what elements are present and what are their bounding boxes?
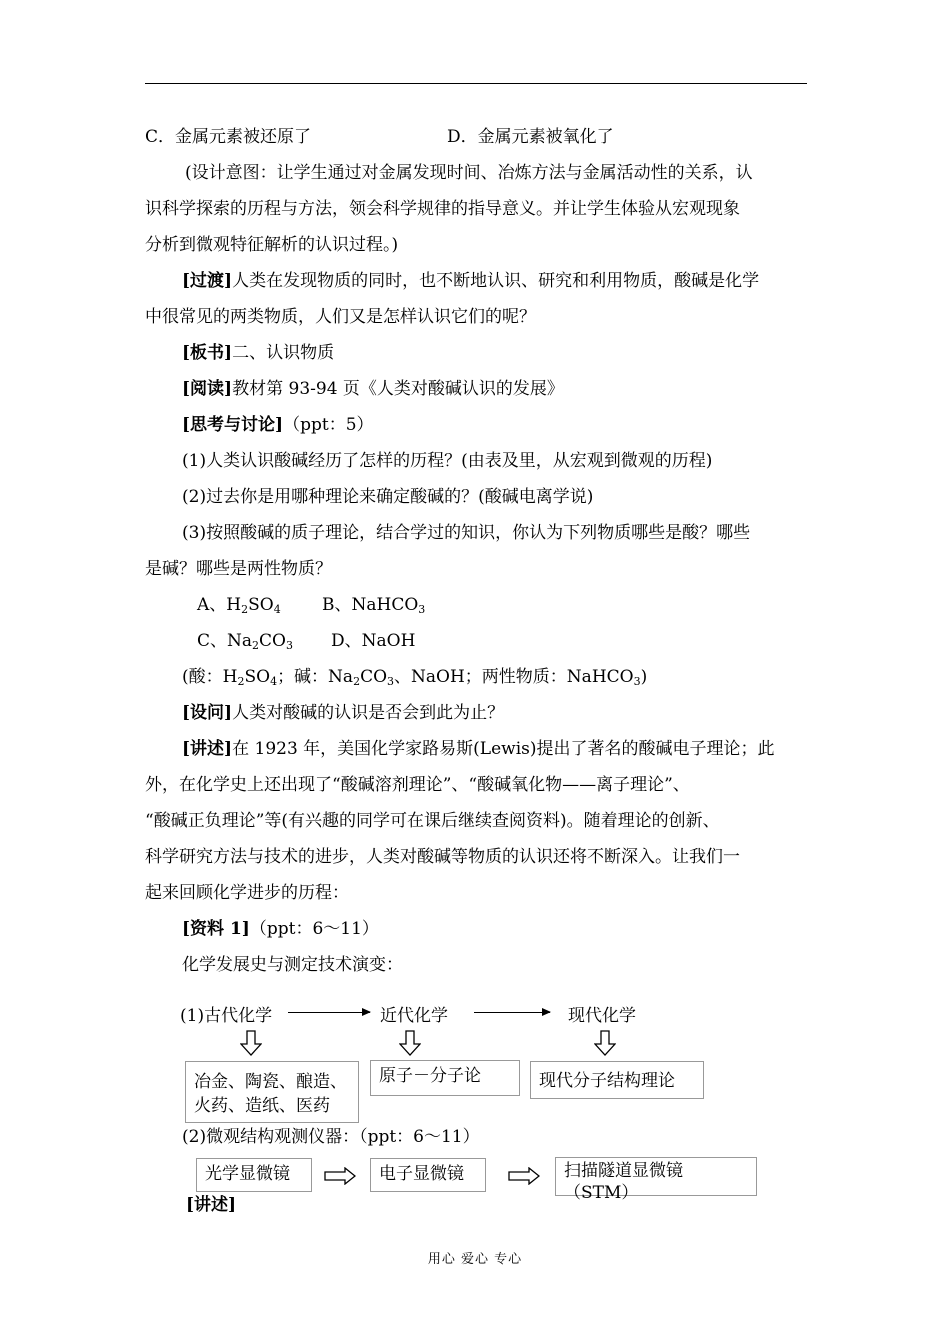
box-electron-microscope: 电子显微镜 xyxy=(370,1158,486,1192)
reading-text: 教材第 93-94 页《人类对酸碱认识的发展》 xyxy=(232,379,564,399)
design-line-1: (设计意图：让学生通过对金属发现时间、冶炼方法与金属活动性的关系，认 xyxy=(185,163,753,183)
box-ancient-crafts xyxy=(185,1061,359,1123)
transition-line-1 xyxy=(182,270,759,292)
choice-c: C、$Na_2CO_3$ xyxy=(197,631,293,652)
ask-tag: [设问] xyxy=(182,703,233,723)
choice-a: A、$H_2SO_4$ xyxy=(197,595,281,616)
design-line-3: 分析到微观特征解析的认识过程。) xyxy=(145,235,399,255)
material-text: （ppt：6～11） xyxy=(249,919,379,939)
board-text: 二、认识物质 xyxy=(232,343,335,363)
ask-line xyxy=(182,702,504,724)
box-stm: 扫描隧道显微镜（STM） xyxy=(555,1157,757,1196)
question-3-line-2: 是碱？哪些是两性物质？ xyxy=(145,559,332,579)
stage-ancient: (1)古代化学 xyxy=(180,1006,273,1026)
lecture-line-3: “酸碱正负理论”等(有兴趣的同学可在课后继续查阅资料)。随着理论的创新、 xyxy=(145,811,720,831)
lecture-line-5: 起来回顾化学进步的历程： xyxy=(145,883,349,903)
stage-modern: 现代化学 xyxy=(568,1006,636,1026)
transition-line-2: 中很常见的两类物质，人们又是怎样认识它们的呢？ xyxy=(145,307,536,327)
discuss-tag: [思考与讨论] xyxy=(182,415,284,435)
lecture-text-1: 在 1923 年，美国化学家路易斯(Lewis)提出了著名的酸碱电子理论；此 xyxy=(232,739,775,759)
hollow-down-arrow-icon xyxy=(399,1030,421,1056)
diagram2-title: (2)微观结构观测仪器：（ppt：6～11） xyxy=(182,1127,480,1147)
hollow-right-arrow-icon xyxy=(324,1167,356,1185)
discuss-line xyxy=(182,414,374,436)
box-ancient-line-2: 火药、造纸、医药 xyxy=(194,1096,330,1116)
arrow-right-icon xyxy=(288,1012,370,1013)
board-tag: [板书] xyxy=(182,343,233,363)
lecture-line-4: 科学研究方法与技术的进步，人类对酸碱等物质的认识还将不断深入。让我们一 xyxy=(145,847,740,867)
option-d: D．金属元素被氧化了 xyxy=(447,127,614,147)
choice-b: B、NaHCO$_3$ xyxy=(322,595,426,616)
lecture-line-2: 外，在化学史上还出现了“酸碱溶剂理论”、“酸碱氧化物——离子理论”、 xyxy=(145,775,690,795)
box-optical-microscope: 光学显微镜 xyxy=(196,1158,312,1192)
question-3-line-1: (3)按照酸碱的质子理论，结合学过的知识，你认为下列物质哪些是酸？哪些 xyxy=(182,523,751,543)
hollow-down-arrow-icon xyxy=(240,1030,262,1056)
lecture-tag: [讲述] xyxy=(182,739,233,759)
hollow-right-arrow-icon xyxy=(508,1167,540,1185)
option-c: C．金属元素被还原了 xyxy=(145,127,312,147)
header-rule xyxy=(145,83,807,84)
lecture-line-1 xyxy=(182,738,775,760)
arrow-right-icon xyxy=(474,1012,550,1013)
question-2: (2)过去你是用哪种理论来确定酸碱的？(酸碱电离学说) xyxy=(182,487,594,507)
design-line-2: 识科学探索的历程与方法，领会科学规律的指导意义。并让学生体验从宏观现象 xyxy=(145,199,740,219)
reading-tag: [阅读] xyxy=(182,379,233,399)
box-ancient-line-1: 冶金、陶瓷、酿造、 xyxy=(194,1072,347,1092)
reading-line xyxy=(182,378,564,400)
box-molecular-theory: 现代分子结构理论 xyxy=(530,1061,704,1099)
page-footer: 用心 爱心 专心 xyxy=(427,1252,523,1267)
transition-tag: [过渡] xyxy=(182,271,233,291)
material-line xyxy=(182,918,379,940)
lecture2-tag: [讲述] xyxy=(186,1195,237,1215)
history-title: 化学发展史与测定技术演变： xyxy=(182,955,403,975)
transition-text-1: 人类在发现物质的同时，也不断地认识、研究和利用物质，酸碱是化学 xyxy=(232,271,760,291)
hollow-down-arrow-icon xyxy=(594,1030,616,1056)
ask-text: 人类对酸碱的认识是否会到此为止？ xyxy=(232,703,505,723)
box-atomic-theory: 原子－分子论 xyxy=(370,1060,520,1096)
stage-modern-early: 近代化学 xyxy=(380,1006,448,1026)
choice-d: D、NaOH xyxy=(331,631,416,651)
discuss-text: （ppt：5） xyxy=(283,415,374,435)
material-tag: [资料 1] xyxy=(182,919,250,939)
question-1: (1)人类认识酸碱经历了怎样的历程？(由表及里，从宏观到微观的历程) xyxy=(182,451,713,471)
answer-line: (酸：$H_2SO_4$；碱：$Na_2CO_3$、NaOH；两性物质：NaHCO$_3$) xyxy=(182,667,648,688)
board-line xyxy=(182,342,334,364)
